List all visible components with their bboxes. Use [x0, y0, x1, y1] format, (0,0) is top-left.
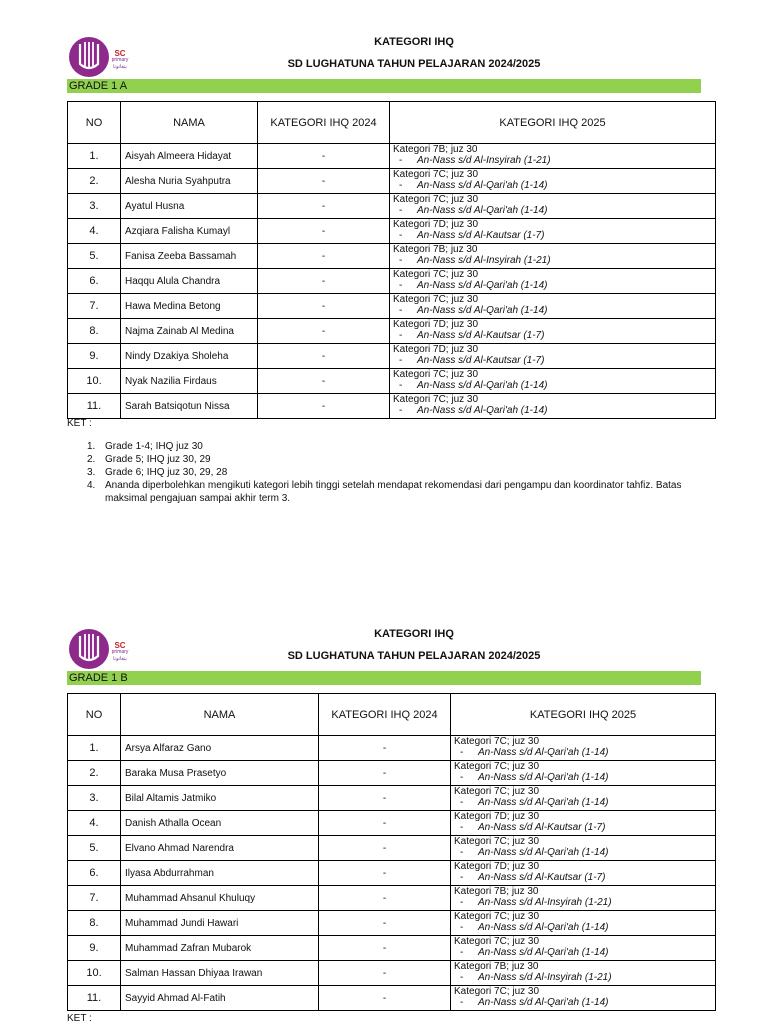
- surah-range: [454, 997, 715, 1008]
- table-row: [68, 219, 716, 244]
- cell-kategori-2024: -: [258, 219, 390, 244]
- cell-no: 8.: [68, 319, 121, 344]
- cell-kategori-2025: [390, 244, 716, 269]
- surah-range: [454, 922, 715, 933]
- table-row: [68, 244, 716, 269]
- surah-range: [454, 872, 715, 883]
- kategori-text: Kategori 7C; juz 30: [393, 269, 479, 280]
- notes-list: [87, 440, 715, 505]
- cell-kategori-2025: [451, 861, 716, 886]
- surah-text: An-Nass s/d Al-Qari'ah (1-14): [417, 405, 548, 416]
- table-row: [68, 144, 716, 169]
- ihq-table: [67, 693, 716, 1011]
- bullet-dash: -: [399, 380, 403, 391]
- surah-text: An-Nass s/d Al-Kautsar (1-7): [478, 872, 606, 883]
- cell-no: 2.: [68, 761, 121, 786]
- cell-nama: Danish Athalla Ocean: [121, 811, 319, 836]
- cell-kategori-2025: [390, 194, 716, 219]
- cell-kategori-2025: [451, 761, 716, 786]
- cell-kategori-2024: -: [258, 244, 390, 269]
- cell-kategori-2024: -: [319, 936, 451, 961]
- table-row: [68, 811, 716, 836]
- note-number: 2.: [87, 454, 96, 465]
- surah-range: [393, 380, 715, 391]
- cell-kategori-2024: -: [319, 736, 451, 761]
- cell-nama: Fanisa Zeeba Bassamah: [121, 244, 258, 269]
- cell-nama: Hawa Medina Betong: [121, 294, 258, 319]
- surah-text: An-Nass s/d Al-Insyirah (1-21): [417, 155, 551, 166]
- note-text: Grade 5; IHQ juz 30, 29: [105, 454, 211, 465]
- surah-text: An-Nass s/d Al-Insyirah (1-21): [478, 897, 612, 908]
- cell-nama: Ayatul Husna: [121, 194, 258, 219]
- bullet-dash: -: [399, 230, 403, 241]
- kategori-text: Kategori 7C; juz 30: [393, 394, 479, 405]
- cell-no: 3.: [68, 194, 121, 219]
- cell-kategori-2025: [390, 144, 716, 169]
- surah-range: [454, 772, 715, 783]
- cell-nama: Haqqu Alula Chandra: [121, 269, 258, 294]
- logo-arabic: بتغاتونا: [113, 64, 127, 70]
- surah-range: [454, 797, 715, 808]
- cell-kategori-2025: [451, 886, 716, 911]
- cell-kategori-2024: -: [319, 836, 451, 861]
- kategori-text: Kategori 7C; juz 30: [454, 936, 540, 947]
- kategori-text: Kategori 7C; juz 30: [454, 986, 540, 997]
- table-header-row: [68, 102, 716, 144]
- surah-text: An-Nass s/d Al-Qari'ah (1-14): [417, 380, 548, 391]
- table-row: [68, 169, 716, 194]
- table-row: [68, 761, 716, 786]
- surah-text: An-Nass s/d Al-Kautsar (1-7): [478, 822, 606, 833]
- cell-nama: Sarah Batsiqotun Nissa: [121, 394, 258, 419]
- kategori-text: Kategori 7D; juz 30: [454, 811, 540, 822]
- table-row: [68, 736, 716, 761]
- cell-kategori-2025: [451, 811, 716, 836]
- surah-range: [454, 747, 715, 758]
- cell-kategori-2024: -: [258, 269, 390, 294]
- cell-no: 5.: [68, 244, 121, 269]
- cell-kategori-2024: -: [319, 986, 451, 1011]
- bullet-dash: -: [399, 405, 403, 416]
- cell-nama: Bilal Altamis Jatmiko: [121, 786, 319, 811]
- surah-text: An-Nass s/d Al-Qari'ah (1-14): [478, 947, 609, 958]
- table-row: [68, 861, 716, 886]
- surah-range: [454, 947, 715, 958]
- bullet-dash: -: [399, 205, 403, 216]
- cell-kategori-2025: [390, 294, 716, 319]
- note-text: Grade 1-4; IHQ juz 30: [105, 441, 203, 452]
- cell-kategori-2025: [390, 219, 716, 244]
- surah-range: [393, 330, 715, 341]
- kategori-text: Kategori 7C; juz 30: [393, 194, 479, 205]
- surah-text: An-Nass s/d Al-Qari'ah (1-14): [417, 280, 548, 291]
- surah-text: An-Nass s/d Al-Qari'ah (1-14): [478, 797, 609, 808]
- surah-range: [393, 205, 715, 216]
- note-text: Grade 6; IHQ juz 30, 29, 28: [105, 467, 228, 478]
- cell-kategori-2024: -: [319, 786, 451, 811]
- header-kategori-2024: KATEGORI IHQ 2024: [319, 694, 451, 736]
- page-subtitle: SD LUGHATUNA TAHUN PELAJARAN 2024/2025: [287, 650, 541, 662]
- header-nama: NAMA: [121, 102, 258, 144]
- cell-kategori-2024: -: [319, 811, 451, 836]
- cell-kategori-2024: -: [258, 169, 390, 194]
- surah-text: An-Nass s/d Al-Insyirah (1-21): [417, 255, 551, 266]
- table-row: [68, 319, 716, 344]
- kategori-text: Kategori 7B; juz 30: [393, 244, 478, 255]
- page-title: KATEGORI IHQ: [374, 628, 454, 640]
- note-number: 3.: [87, 467, 96, 478]
- cell-no: 11.: [68, 394, 121, 419]
- cell-kategori-2024: -: [319, 861, 451, 886]
- cell-nama: Ilyasa Abdurrahman: [121, 861, 319, 886]
- cell-kategori-2024: -: [258, 294, 390, 319]
- note-number: 4.: [87, 480, 96, 491]
- note-text: Ananda diperbolehkan mengikuti kategori lebih tinggi setelah mendapat rekomendasi dari pengampu dan koordinator tahfiz. Batas maksimal pengajuan sampai akhir term 3.: [105, 480, 682, 504]
- cell-kategori-2025: [451, 836, 716, 861]
- cell-no: 11.: [68, 986, 121, 1011]
- bullet-dash: -: [399, 280, 403, 291]
- surah-text: An-Nass s/d Al-Qari'ah (1-14): [417, 205, 548, 216]
- header-no: NO: [68, 694, 121, 736]
- cell-kategori-2024: -: [258, 369, 390, 394]
- table-body: [68, 144, 716, 419]
- surah-text: An-Nass s/d Al-Qari'ah (1-14): [478, 997, 609, 1008]
- bullet-dash: -: [460, 772, 464, 783]
- kategori-text: Kategori 7D; juz 30: [454, 861, 540, 872]
- bullet-dash: -: [399, 155, 403, 166]
- surah-range: [393, 155, 715, 166]
- kategori-text: Kategori 7B; juz 30: [454, 886, 539, 897]
- kategori-text: Kategori 7C; juz 30: [454, 736, 540, 747]
- cell-kategori-2024: -: [319, 911, 451, 936]
- surah-range: [393, 305, 715, 316]
- surah-range: [393, 280, 715, 291]
- table-row: [68, 269, 716, 294]
- cell-no: 8.: [68, 911, 121, 936]
- bullet-dash: -: [460, 822, 464, 833]
- cell-no: 5.: [68, 836, 121, 861]
- surah-range: [393, 355, 715, 366]
- bullet-dash: -: [460, 872, 464, 883]
- cell-kategori-2025: [451, 736, 716, 761]
- ket-label: KET :: [67, 418, 92, 429]
- table-row: [68, 369, 716, 394]
- surah-text: An-Nass s/d Al-Qari'ah (1-14): [478, 922, 609, 933]
- cell-kategori-2025: [390, 344, 716, 369]
- bullet-dash: -: [460, 897, 464, 908]
- note-number: 1.: [87, 441, 96, 452]
- logo-sc: SC: [114, 641, 126, 650]
- cell-no: 4.: [68, 219, 121, 244]
- bullet-dash: -: [399, 255, 403, 266]
- cell-no: 1.: [68, 144, 121, 169]
- header-no: NO: [68, 102, 121, 144]
- cell-nama: Aisyah Almeera Hidayat: [121, 144, 258, 169]
- bullet-dash: -: [460, 797, 464, 808]
- note-item: [87, 440, 715, 453]
- cell-kategori-2025: [451, 786, 716, 811]
- cell-kategori-2025: [390, 169, 716, 194]
- surah-range: [393, 230, 715, 241]
- cell-no: 10.: [68, 369, 121, 394]
- table-row: [68, 194, 716, 219]
- cell-no: 3.: [68, 786, 121, 811]
- table-row: [68, 986, 716, 1011]
- table-row: [68, 394, 716, 419]
- surah-range: [393, 255, 715, 266]
- cell-no: 9.: [68, 344, 121, 369]
- cell-nama: Baraka Musa Prasetyo: [121, 761, 319, 786]
- table-row: [68, 786, 716, 811]
- kategori-text: Kategori 7C; juz 30: [393, 294, 479, 305]
- grade-label: GRADE 1 B: [67, 671, 701, 685]
- surah-range: [454, 972, 715, 983]
- logo-sub: primary: [111, 57, 129, 63]
- bullet-dash: -: [460, 922, 464, 933]
- bullet-dash: -: [460, 747, 464, 758]
- cell-nama: Nindy Dzakiya Sholeha: [121, 344, 258, 369]
- cell-nama: Najma Zainab Al Medina: [121, 319, 258, 344]
- header-kategori-2024: KATEGORI IHQ 2024: [258, 102, 390, 144]
- kategori-text: Kategori 7B; juz 30: [393, 144, 478, 155]
- cell-no: 6.: [68, 269, 121, 294]
- surah-text: An-Nass s/d Al-Kautsar (1-7): [417, 355, 545, 366]
- surah-range: [454, 847, 715, 858]
- surah-range: [454, 897, 715, 908]
- bullet-dash: -: [460, 972, 464, 983]
- ihq-table: [67, 101, 716, 419]
- cell-nama: Nyak Nazilia Firdaus: [121, 369, 258, 394]
- table-row: [68, 886, 716, 911]
- cell-no: 4.: [68, 811, 121, 836]
- cell-nama: Muhammad Jundi Hawari: [121, 911, 319, 936]
- cell-kategori-2024: -: [258, 394, 390, 419]
- cell-no: 10.: [68, 961, 121, 986]
- cell-no: 7.: [68, 294, 121, 319]
- kategori-text: Kategori 7D; juz 30: [393, 319, 479, 330]
- cell-nama: Alesha Nuria Syahputra: [121, 169, 258, 194]
- kategori-text: Kategori 7C; juz 30: [393, 169, 479, 180]
- table-row: [68, 936, 716, 961]
- table-row: [68, 344, 716, 369]
- logo-sub: primary: [111, 649, 129, 655]
- cell-kategori-2025: [390, 269, 716, 294]
- cell-kategori-2025: [451, 986, 716, 1011]
- bullet-dash: -: [399, 355, 403, 366]
- cell-no: 7.: [68, 886, 121, 911]
- surah-range: [454, 822, 715, 833]
- cell-kategori-2025: [390, 394, 716, 419]
- surah-text: An-Nass s/d Al-Qari'ah (1-14): [417, 180, 548, 191]
- cell-kategori-2025: [390, 369, 716, 394]
- logo-arabic: بتغاتونا: [113, 656, 127, 662]
- table-row: [68, 836, 716, 861]
- page-title: KATEGORI IHQ: [374, 36, 454, 48]
- bullet-dash: -: [460, 847, 464, 858]
- bullet-dash: -: [460, 997, 464, 1008]
- cell-kategori-2024: -: [258, 319, 390, 344]
- table-body: [68, 736, 716, 1011]
- kategori-text: Kategori 7C; juz 30: [454, 911, 540, 922]
- kategori-text: Kategori 7C; juz 30: [454, 786, 540, 797]
- surah-text: An-Nass s/d Al-Qari'ah (1-14): [478, 747, 609, 758]
- cell-kategori-2025: [451, 961, 716, 986]
- surah-text: An-Nass s/d Al-Qari'ah (1-14): [417, 305, 548, 316]
- logo-sc: SC: [114, 49, 126, 58]
- kategori-text: Kategori 7C; juz 30: [454, 761, 540, 772]
- header-kategori-2025: KATEGORI IHQ 2025: [451, 694, 716, 736]
- surah-text: An-Nass s/d Al-Qari'ah (1-14): [478, 847, 609, 858]
- kategori-text: Kategori 7B; juz 30: [454, 961, 539, 972]
- cell-nama: Azqiara Falisha Kumayl: [121, 219, 258, 244]
- header-nama: NAMA: [121, 694, 319, 736]
- note-item: [87, 466, 715, 479]
- cell-no: 2.: [68, 169, 121, 194]
- table-row: [68, 294, 716, 319]
- cell-nama: Salman Hassan Dhiyaa Irawan: [121, 961, 319, 986]
- header-kategori-2025: KATEGORI IHQ 2025: [390, 102, 716, 144]
- cell-kategori-2025: [390, 319, 716, 344]
- cell-nama: Muhammad Ahsanul Khuluqy: [121, 886, 319, 911]
- cell-kategori-2024: -: [319, 961, 451, 986]
- kategori-text: Kategori 7D; juz 30: [393, 219, 479, 230]
- grade-label: GRADE 1 A: [67, 79, 701, 93]
- cell-nama: Elvano Ahmad Narendra: [121, 836, 319, 861]
- page-subtitle: SD LUGHATUNA TAHUN PELAJARAN 2024/2025: [287, 58, 541, 70]
- cell-kategori-2024: -: [258, 144, 390, 169]
- kategori-text: Kategori 7C; juz 30: [454, 836, 540, 847]
- table-row: [68, 911, 716, 936]
- cell-kategori-2024: -: [258, 344, 390, 369]
- cell-kategori-2025: [451, 911, 716, 936]
- kategori-text: Kategori 7D; juz 30: [393, 344, 479, 355]
- bullet-dash: -: [399, 330, 403, 341]
- cell-kategori-2024: -: [258, 194, 390, 219]
- note-item: [87, 453, 715, 466]
- cell-nama: Sayyid Ahmad Al-Fatih: [121, 986, 319, 1011]
- bullet-dash: -: [399, 305, 403, 316]
- surah-range: [393, 405, 715, 416]
- surah-text: An-Nass s/d Al-Kautsar (1-7): [417, 230, 545, 241]
- surah-text: An-Nass s/d Al-Qari'ah (1-14): [478, 772, 609, 783]
- ket-label: KET :: [67, 1013, 92, 1024]
- cell-nama: Arsya Alfaraz Gano: [121, 736, 319, 761]
- table-header-row: [68, 694, 716, 736]
- note-item: [87, 479, 715, 505]
- surah-text: An-Nass s/d Al-Insyirah (1-21): [478, 972, 612, 983]
- cell-kategori-2025: [451, 936, 716, 961]
- bullet-dash: -: [460, 947, 464, 958]
- table-row: [68, 961, 716, 986]
- bullet-dash: -: [399, 180, 403, 191]
- cell-nama: Muhammad Zafran Mubarok: [121, 936, 319, 961]
- cell-no: 9.: [68, 936, 121, 961]
- surah-range: [393, 180, 715, 191]
- kategori-text: Kategori 7C; juz 30: [393, 369, 479, 380]
- surah-text: An-Nass s/d Al-Kautsar (1-7): [417, 330, 545, 341]
- cell-kategori-2024: -: [319, 886, 451, 911]
- cell-no: 6.: [68, 861, 121, 886]
- cell-kategori-2024: -: [319, 761, 451, 786]
- cell-no: 1.: [68, 736, 121, 761]
